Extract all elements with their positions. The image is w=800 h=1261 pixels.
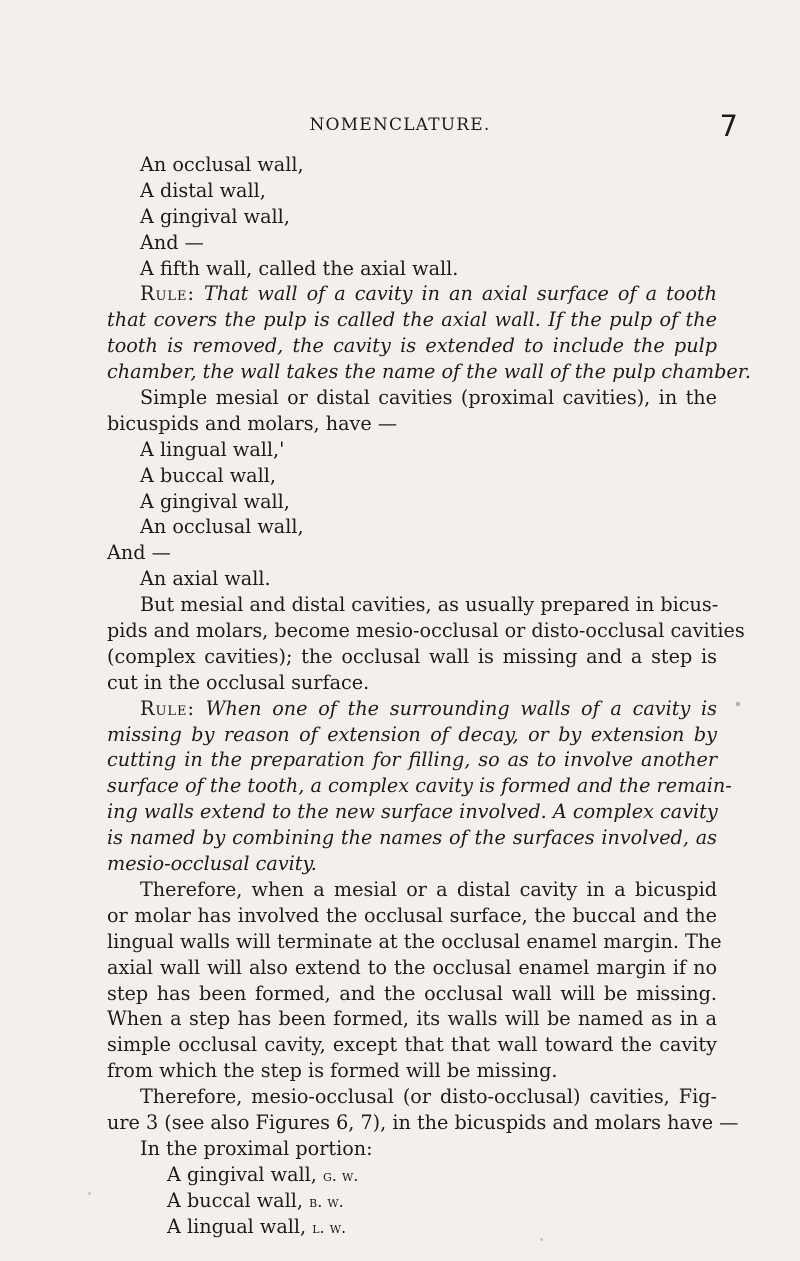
text-line: ing walls extend to the new surface involved. A complex cavity: [107, 800, 718, 824]
text-line: bicuspids and molars, have —: [107, 411, 398, 435]
body-text: [107, 152, 751, 1239]
wall-name: A gingival wall,: [167, 1162, 317, 1186]
running-head: [0, 109, 800, 143]
rule-label: Rule:: [140, 282, 195, 306]
text-line: tooth is removed, the cavity is extended to include the pulp: [107, 334, 717, 358]
text-line: axial wall will also extend to the occlusal enamel margin if no: [107, 955, 717, 979]
text-line: And —: [107, 541, 171, 565]
text-line: pids and molars, become mesio-occlusal or disto-occlusal cavities: [107, 619, 745, 643]
text-line: In the proximal portion:: [140, 1136, 373, 1160]
rule-text: When one of the surrounding walls of a cavity is: [205, 696, 717, 720]
text-line: A fifth wall, called the axial wall.: [140, 256, 459, 280]
text-line: or molar has involved the occlusal surface, the buccal and the: [107, 903, 717, 927]
rule-text: That wall of a cavity in an axial surface of a tooth: [204, 282, 717, 306]
text-line: cutting in the preparation for filling, so as to involve another: [107, 748, 717, 772]
rule-line: [107, 696, 717, 722]
paper-speck: [88, 1192, 91, 1195]
text-line: that covers the pulp is called the axial wall. If the pulp of the: [107, 308, 717, 332]
text-line: An axial wall.: [140, 567, 271, 591]
text-line: (complex cavities); the occlusal wall is missing and a step is: [107, 644, 717, 668]
page-number: 7: [719, 109, 738, 143]
text-line: step has been formed, and the occlusal wall will be missing.: [107, 981, 717, 1005]
wall-abbreviation: b. w.: [309, 1191, 344, 1211]
text-line: missing by reason of extension of decay, or by extension by: [107, 722, 717, 746]
wall-list-item: [107, 1162, 717, 1188]
text-line: Therefore, when a mesial or a distal cavity in a bicuspid: [140, 877, 717, 901]
text-line: mesio-occlusal cavity.: [107, 852, 317, 876]
text-line: surface of the tooth, a complex cavity is formed and the remain-: [107, 774, 732, 798]
running-title: NOMENCLATURE.: [309, 115, 491, 135]
text-line: A gingival wall,: [140, 204, 290, 228]
text-line: A lingual wall,': [140, 437, 285, 461]
wall-abbreviation: l. w.: [312, 1217, 347, 1237]
text-line: cut in the occlusal surface.: [107, 670, 370, 694]
text-line: ure 3 (see also Figures 6, 7), in the bicuspids and molars have —: [107, 1110, 739, 1134]
text-line: An occlusal wall,: [140, 515, 304, 539]
text-line: A gingival wall,: [140, 489, 290, 513]
wall-list-item: [107, 1188, 717, 1214]
rule-line: [107, 281, 717, 307]
wall-name: A lingual wall,: [167, 1214, 307, 1238]
text-line: chamber, the wall takes the name of the wall of the pulp chamber.: [107, 360, 751, 384]
text-line: from which the step is formed will be missing.: [107, 1059, 558, 1083]
text-line: When a step has been formed, its walls will be named as in a: [107, 1007, 717, 1031]
text-line: An occlusal wall,: [140, 153, 304, 176]
text-line: A buccal wall,: [140, 463, 276, 487]
wall-name: A buccal wall,: [167, 1188, 303, 1212]
wall-abbreviation: g. w.: [323, 1165, 359, 1185]
text-line: simple occlusal cavity, except that that wall toward the cavity: [107, 1033, 717, 1057]
paper-speck: [540, 1238, 543, 1241]
text-line: is named by combining the names of the surfaces involved, as: [107, 826, 717, 850]
text-line: A distal wall,: [140, 178, 266, 202]
text-line: lingual walls will terminate at the occlusal enamel margin. The: [107, 929, 722, 953]
margin-mark: [736, 702, 740, 706]
rule-label: Rule:: [140, 696, 195, 720]
wall-list-item: [107, 1214, 717, 1240]
text-line: Therefore, mesio-occlusal (or disto-occlusal) cavities, Fig-: [140, 1085, 717, 1109]
text-line: But mesial and distal cavities, as usually prepared in bicus-: [140, 593, 719, 617]
text-line: Simple mesial or distal cavities (proximal cavities), in the: [140, 386, 717, 410]
text-line: And —: [140, 230, 204, 254]
